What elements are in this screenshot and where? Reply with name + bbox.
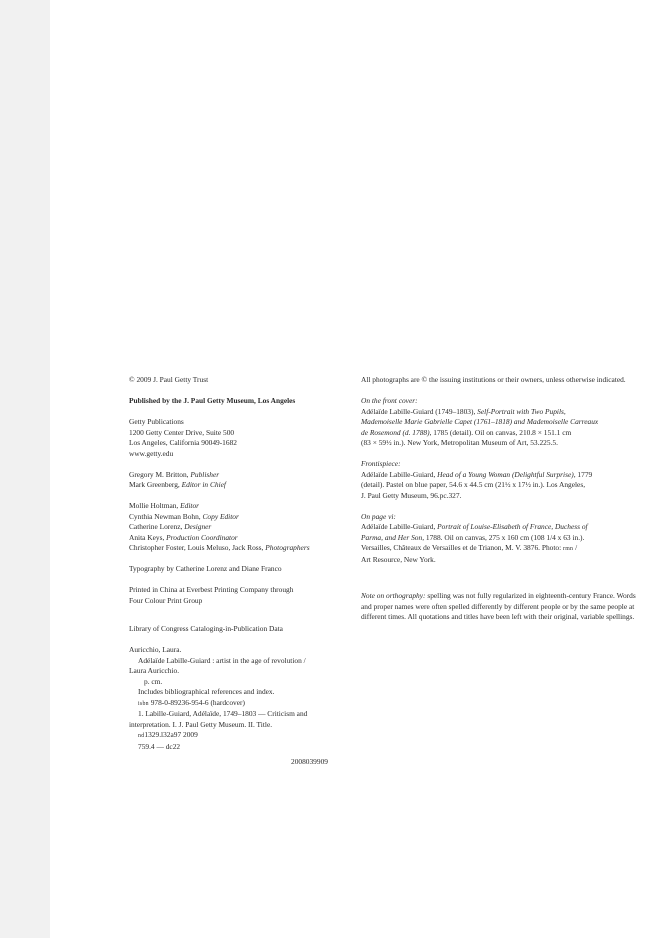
printing-credit: Printed in China at Everbest Printing Company through Four Colour Print Group [129, 585, 294, 605]
address-line: Los Angeles, California 90049-1682 [129, 438, 237, 447]
cip-record [129, 645, 341, 752]
cip-subject: 1. Labille-Guiard, Adélaïde, 1749–1803 — Criticism and [138, 709, 308, 718]
frontispiece-caption: Frontispiece: Adélaïde Labille-Guiard, Head of a Young Woman (Delightful Surprise), 1779 (detail). Pastel on blue paper, 54.6 x 44.5 cm (21½ x 17½ in.). Los Angeles, J. Paul Getty Museum, 96.pc.327. [361, 459, 646, 501]
publisher-staff [129, 470, 341, 491]
staff-credit: Christopher Foster, Louis Meluso, Jack Ross, Photographers [129, 543, 310, 552]
cip-title: Adélaïde Labille-Guiard : artist in the age of revolution / [138, 655, 306, 665]
page-vi-caption: On page vi: Adélaïde Labille-Guiard, Portrait of Louise-Elisabeth of France, Duchess of Parma, and Her Son, 1788. Oil on canvas, 275 x 160 cm (108 1/4 x 63 in.). Versailles, Châteaux de Versailles et de Trianon, M. V. 3876. Photo: rmn / Art Resource, New York. [361, 512, 646, 566]
lccn-number: 2008039909 [291, 757, 328, 766]
staff-credit: Mark Greenberg, Editor in Chief [129, 480, 226, 489]
caption-label: On the front cover: [361, 396, 418, 405]
caption-label: Frontispiece: [361, 459, 401, 468]
photo-credit-notice: All photographs are © the issuing institutions or their owners, unless otherwise indicated. [361, 375, 626, 384]
production-staff [129, 501, 341, 554]
staff-credit: Anita Keys, Production Coordinator [129, 532, 238, 542]
book-page [50, 0, 665, 938]
publisher-address [129, 417, 341, 459]
address-line: Getty Publications [129, 417, 184, 426]
staff-credit: Cynthia Newman Bohn, Copy Editor [129, 511, 239, 521]
cip-pages: p. cm. [144, 676, 163, 686]
left-column [129, 375, 341, 763]
cip-note: Includes bibliographical references and index. [138, 687, 275, 696]
cip-classification: nd1329.l32a97 2009 [138, 730, 198, 739]
staff-credit: Gregory M. Britton, Publisher [129, 469, 220, 479]
cip-author: Auricchio, Laura. [129, 645, 182, 654]
website-url: www.getty.edu [129, 448, 174, 458]
cip-header: Library of Congress Cataloging-in-Publication Data [129, 624, 283, 633]
front-cover-caption: On the front cover: Adélaïde Labille-Guiard (1749–1803), Self-Portrait with Two Pupils, Mademoiselle Marie Gabrielle Capet (1761–1818) and Mademoiselle Carreaux de Rosemond (d. 1788), 1785 (detail). Oil on canvas, 210.8 × 151.1 cm (83 × 59½ in.). New York, Metropolitan Museum of Art, 53.225.5. [361, 396, 646, 449]
orthography-note: Note on orthography: spelling was not fully regularized in eighteenth-century France. Words and proper names were often spelled differently by different people or by the same people at different times. All quotations and titles have been left with their original, variable spellings. [361, 591, 636, 621]
cip-dewey: 759.4 — dc22 [138, 741, 181, 751]
copyright-notice: © 2009 J. Paul Getty Trust [129, 375, 209, 384]
cip-title: Laura Auricchio. [129, 666, 180, 675]
right-column [361, 375, 646, 633]
cip-subject: interpretation. I. J. Paul Getty Museum. II. Title. [129, 719, 273, 729]
cip-isbn: isbn 978-0-89236-954-6 (hardcover) [138, 697, 245, 707]
caption-label: On page vi: [361, 511, 396, 521]
address-line: 1200 Getty Center Drive, Suite 500 [129, 427, 235, 437]
typography-credit: Typography by Catherine Lorenz and Diane Franco [129, 564, 282, 573]
staff-credit: Mollie Holtman, Editor [129, 501, 200, 510]
publisher-line: Published by the J. Paul Getty Museum, Los Angeles [129, 396, 296, 405]
staff-credit: Catherine Lorenz, Designer [129, 522, 212, 531]
